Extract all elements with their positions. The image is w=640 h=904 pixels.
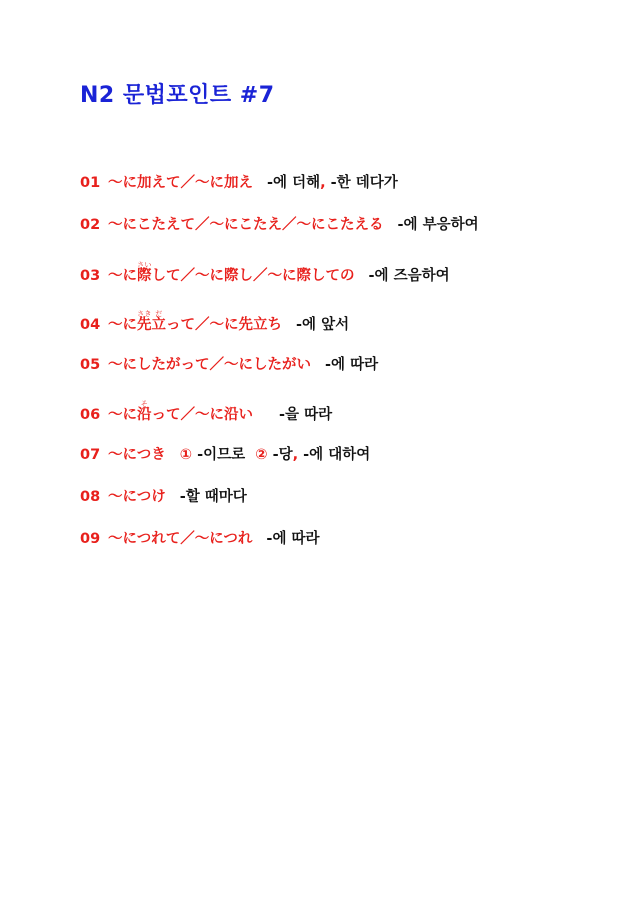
ruby-reading: そ — [137, 400, 152, 408]
grammar-entry-07 — [80, 445, 370, 465]
page-title: N2 문법포인트 #7 — [80, 83, 275, 108]
grammar-entry-04 — [80, 310, 349, 335]
entry-number: 07 — [80, 447, 101, 463]
entry-meaning: -에 부응하여 — [397, 217, 479, 233]
entry-pattern: ～に加えて／～に加え — [108, 175, 253, 191]
entry-pattern — [108, 400, 253, 423]
entry-pattern — [108, 310, 282, 333]
entry-number: 04 — [80, 317, 101, 333]
furigana-ruby — [137, 310, 152, 333]
pattern-prefix: ～に — [108, 407, 137, 423]
grammar-entry-08 — [80, 487, 247, 507]
pattern-suffix: って／～に先立ち — [166, 317, 282, 333]
entry-meaning-2: -한 데다가 — [325, 175, 398, 191]
grammar-entry-03 — [80, 261, 450, 286]
ruby-base: 沿 — [137, 407, 152, 423]
ruby-base: 際 — [137, 268, 152, 284]
ruby-reading: だ — [151, 310, 166, 318]
entry-number: 06 — [80, 407, 101, 423]
entry-meaning-2: -당 — [272, 447, 293, 463]
entry-meaning: -에 즈음하여 — [368, 268, 450, 284]
entry-meaning: -에 더해 — [267, 175, 321, 191]
entry-number: 02 — [80, 217, 101, 233]
entry-meaning-3: -에 대하여 — [298, 447, 371, 463]
entry-meaning: -이므로 — [197, 447, 246, 463]
entry-meaning: -을 따라 — [279, 407, 333, 423]
entry-meaning: -에 앞서 — [296, 317, 350, 333]
grammar-entry-02 — [80, 215, 479, 235]
furigana-ruby — [151, 310, 167, 333]
grammar-entry-01 — [80, 173, 398, 193]
entry-number: 03 — [80, 268, 101, 284]
entry-comma: , — [292, 447, 299, 463]
ruby-base: 先 — [137, 317, 152, 333]
entry-meaning: -에 따라 — [266, 531, 320, 547]
entry-pattern: ～につれて／～につれ — [108, 531, 253, 547]
grammar-entry-06 — [80, 400, 332, 425]
pattern-prefix: ～に — [108, 268, 137, 284]
entry-pattern: ～につけ — [108, 489, 166, 505]
furigana-ruby — [137, 261, 152, 284]
entry-number: 05 — [80, 357, 101, 373]
ruby-base: 立 — [151, 317, 166, 333]
entry-number: 08 — [80, 489, 101, 505]
pattern-suffix: って／～に沿い — [151, 407, 253, 423]
entry-number: 01 — [80, 175, 101, 191]
entry-pattern: ～にこたえて／～にこたえ／～にこたえる — [108, 217, 384, 233]
entry-pattern: ～につき — [108, 447, 166, 463]
ruby-reading: さい — [137, 261, 152, 269]
grammar-entry-09 — [80, 529, 320, 549]
entry-meaning: -에 따라 — [325, 357, 379, 373]
entry-comma: , — [320, 175, 326, 191]
circled-two-marker: ② — [255, 447, 268, 463]
circled-one-marker: ① — [179, 447, 192, 463]
ruby-reading: さき — [137, 310, 152, 318]
grammar-entry-05 — [80, 355, 378, 375]
entry-number: 09 — [80, 531, 101, 547]
pattern-prefix: ～に — [108, 317, 137, 333]
furigana-ruby — [137, 400, 152, 423]
entry-pattern: ～にしたがって／～にしたがい — [108, 357, 311, 373]
entry-meaning: -할 때마다 — [179, 489, 247, 505]
entry-pattern — [108, 261, 355, 284]
pattern-suffix: して／～に際し／～に際しての — [151, 268, 355, 284]
